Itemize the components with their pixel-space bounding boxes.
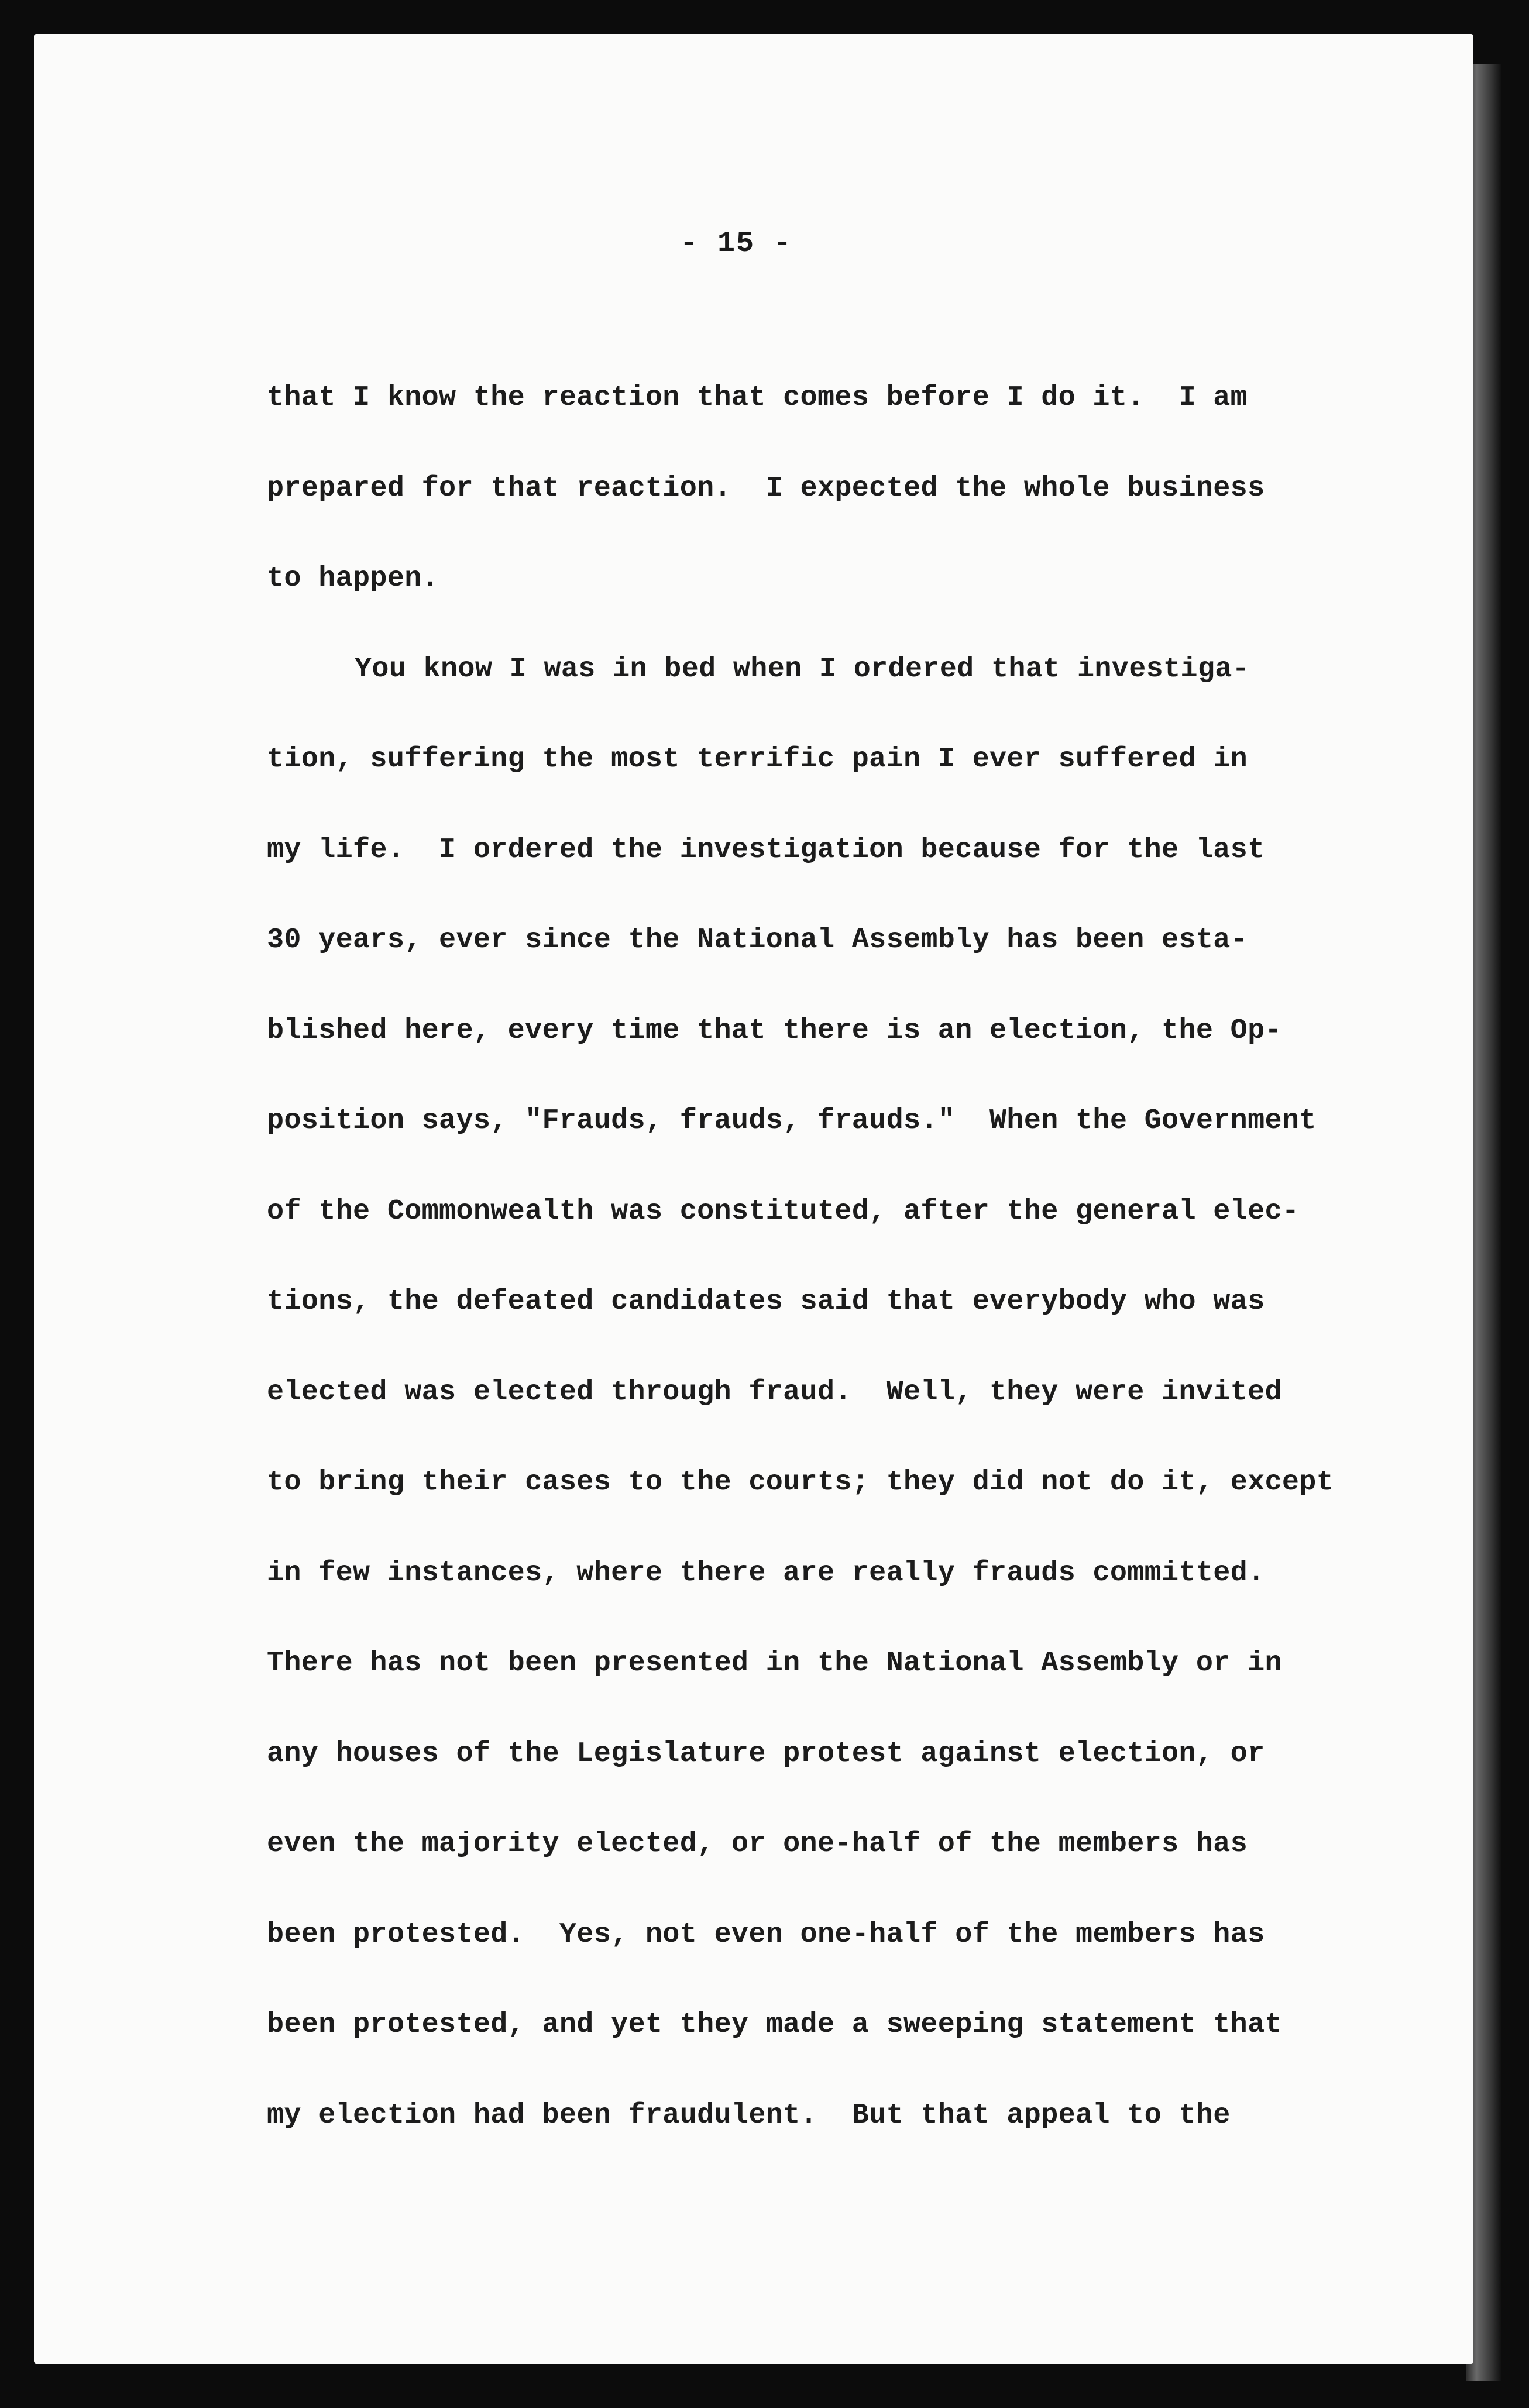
text-line: any houses of the Legislature protest against election, or: [267, 1737, 1265, 1770]
text-line: been protested, and yet they made a sweeping statement that: [267, 2008, 1282, 2041]
text-line: that I know the reaction that comes before I do it. I am: [267, 381, 1248, 414]
text-line: been protested. Yes, not even one-half of the members has: [267, 1918, 1265, 1951]
paragraph-start-line: You know I was in bed when I ordered that investiga-: [355, 652, 1250, 685]
text-line: tion, suffering the most terrific pain I ever suffered in: [267, 743, 1248, 775]
text-line: my life. I ordered the investigation because for the last: [267, 833, 1265, 866]
text-line: tions, the defeated candidates said that everybody who was: [267, 1285, 1265, 1317]
text-line: to happen.: [267, 562, 439, 594]
body-text: [267, 353, 1425, 2161]
text-line: to bring their cases to the courts; they did not do it, except: [267, 1466, 1334, 1498]
text-line: of the Commonwealth was constituted, after the general elec-: [267, 1195, 1300, 1227]
text-line: position says, "Frauds, frauds, frauds." When the Government: [267, 1105, 1317, 1137]
text-line: 30 years, ever since the National Assembly has been esta-: [267, 924, 1248, 956]
text-line: There has not been presented in the National Assembly or in: [267, 1647, 1282, 1679]
page-number: - 15 -: [679, 227, 793, 260]
text-line: blished here, every time that there is an election, the Op-: [267, 1014, 1282, 1047]
text-line: even the majority elected, or one-half of the members has: [267, 1828, 1248, 1860]
text-line: my election had been fraudulent. But that appeal to the: [267, 2099, 1231, 2131]
text-line: in few instances, where there are really frauds committed.: [267, 1556, 1265, 1589]
text-line: prepared for that reaction. I expected the whole business: [267, 472, 1265, 504]
typed-page: [34, 34, 1473, 2364]
text-line: elected was elected through fraud. Well, they were invited: [267, 1375, 1282, 1408]
